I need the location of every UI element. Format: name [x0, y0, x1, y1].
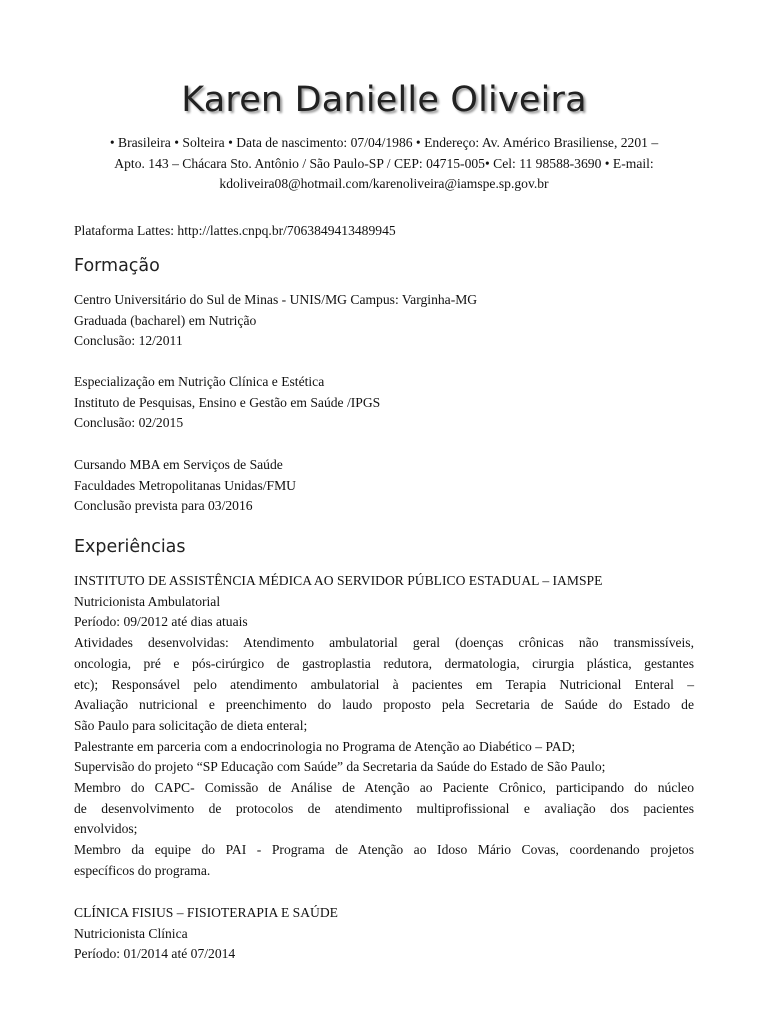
contact-line: kdoliveira08@hotmail.com/karenoliveira@iamspe.sp.gov.br — [219, 176, 549, 191]
section-title-experiencias: Experiências — [74, 537, 186, 557]
experience-activity-line: São Paulo para solicitação de dieta enteral; — [74, 717, 308, 733]
experience-employer: INSTITUTO DE ASSISTÊNCIA MÉDICA AO SERVIDOR PÚBLICO ESTADUAL – IAMSPE — [74, 573, 603, 588]
education-completion: Conclusão: 02/2015 — [74, 415, 184, 431]
education-institution: Centro Universitário do Sul de Minas - UNIS/MG Campus: Varginha-MG — [74, 292, 478, 307]
education-completion: Conclusão prevista para 03/2016 — [74, 498, 253, 514]
experience-pai-line: específicos do programa. — [74, 862, 211, 878]
education-institution: Faculdades Metropolitanas Unidas/FMU — [74, 477, 297, 493]
experience-period: Período: 01/2014 até 07/2014 — [74, 946, 236, 962]
education-entry — [74, 290, 694, 352]
experience-employer: CLÍNICA FISIUS – FISIOTERAPIA E SAÚDE — [74, 905, 338, 920]
experience-role: Nutricionista Clínica — [74, 925, 188, 941]
education-entry — [74, 455, 694, 517]
experience-palestrante: Palestrante em parceria com a endocrinologia no Programa de Atenção ao Diabético – PAD; — [74, 738, 576, 754]
experience-capc-line: Membro do CAPC- Comissão de Análise de Atenção ao Paciente Crônico, participando do núcleo — [74, 780, 694, 796]
experience-capc-line: de desenvolvimento de protocolos de atendimento multiprofissional e avaliação dos pacientes — [74, 800, 694, 816]
experience-activity-line: etc); Responsável pelo atendimento ambulatorial à pacientes em Terapia Nutricional Enteral – — [74, 676, 694, 692]
experience-period: Período: 09/2012 até dias atuais — [74, 614, 248, 630]
education-degree: Graduada (bacharel) em Nutrição — [74, 312, 257, 328]
education-degree: Cursando MBA em Serviços de Saúde — [74, 457, 283, 472]
experience-entry — [74, 903, 694, 965]
education-entry — [74, 372, 694, 434]
education-completion: Conclusão: 12/2011 — [74, 333, 183, 349]
experience-activity-line: oncologia, pré e pós-cirúrgico de gastroplastia redutora, dermatologia, cirurgia plástica, gestantes — [74, 655, 694, 671]
experience-supervisao: Supervisão do projeto “SP Educação com Saúde” da Secretaria da Saúde do Estado de São Paulo; — [74, 759, 606, 775]
experience-entry — [74, 571, 694, 882]
experience-activity-line: Avaliação nutricional e preenchimento do laudo proposto pela Secretaria de Saúde do Estado de — [74, 697, 694, 713]
experience-pai-line: Membro da equipe do PAI - Programa de Atenção ao Idoso Mário Covas, coordenando projetos — [74, 842, 694, 858]
candidate-name: Karen Danielle Oliveira — [181, 80, 587, 120]
experience-activity-line: Atividades desenvolvidas: Atendimento ambulatorial geral (doenças crônicas não transmissíveis, — [74, 635, 694, 651]
section-title-formacao: Formação — [74, 256, 160, 276]
experience-capc-line: envolvidos; — [74, 821, 138, 837]
contact-info — [70, 133, 698, 195]
education-institution: Instituto de Pesquisas, Ensino e Gestão em Saúde /IPGS — [74, 394, 381, 410]
education-degree: Especialização em Nutrição Clínica e Estética — [74, 374, 325, 389]
contact-line: • Brasileira • Solteira • Data de nascimento: 07/04/1986 • Endereço: Av. Américo Brasiliense, 2201 – — [109, 135, 659, 150]
contact-line: Apto. 143 – Chácara Sto. Antônio / São Paulo-SP / CEP: 04715-005• Cel: 11 98588-3690 • E-mail: — [114, 155, 654, 171]
lattes-link[interactable]: Plataforma Lattes: http://lattes.cnpq.br/7063849413489945 — [74, 223, 396, 238]
experience-role: Nutricionista Ambulatorial — [74, 593, 221, 609]
